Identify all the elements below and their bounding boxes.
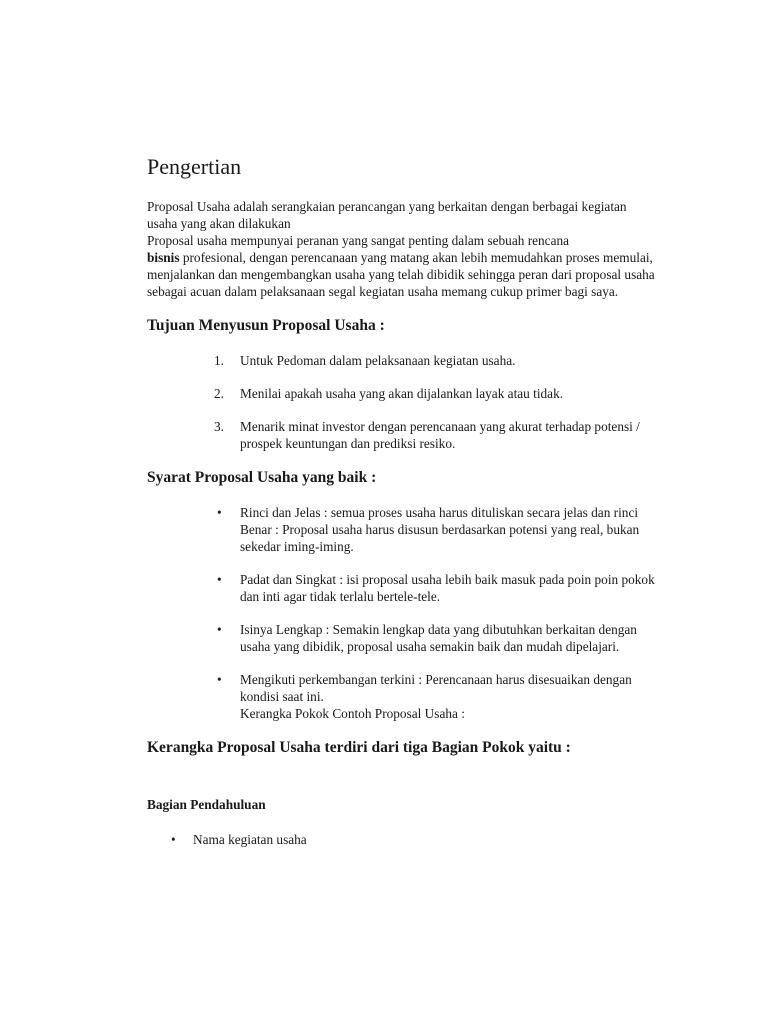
bullet-icon: •: [217, 505, 222, 520]
paragraph-role-pre: Proposal usaha mempunyai peranan yang sangat penting dalam sebuah rencana: [147, 233, 570, 248]
bullet-icon: •: [217, 672, 222, 687]
bullet-icon: •: [217, 572, 222, 587]
list-item: [147, 352, 657, 369]
paragraph-definition-text: Proposal Usaha adalah serangkaian perancangan yang berkaitan dengan berbagai kegiatan usaha yang akan dilakukan: [147, 199, 627, 231]
list-item-text: Isinya Lengkap : Semakin lengkap data yang dibutuhkan berkaitan dengan usaha yang dibidik, proposal usaha semakin baik dan mudah dipelajari.: [240, 622, 637, 654]
list-item: [147, 571, 657, 605]
heading-kerangka: Kerangka Proposal Usaha terdiri dari tiga Bagian Pokok yaitu :: [147, 739, 571, 756]
document-page: [147, 152, 657, 848]
list-item-text: Rinci dan Jelas : semua proses usaha harus dituliskan secara jelas dan rinci: [240, 505, 639, 520]
list-item: [147, 385, 657, 402]
list-item: [147, 621, 657, 655]
bullet-icon: •: [217, 622, 222, 637]
list-item-text: Mengikuti perkembangan terkini : Perencanaan harus disesuaikan dengan kondisi saat ini.: [240, 672, 632, 704]
list-item: [147, 671, 657, 722]
heading-tujuan: Tujuan Menyusun Proposal Usaha :: [147, 317, 385, 334]
subheading-pendahuluan: Bagian Pendahuluan: [147, 797, 266, 812]
tujuan-list: [147, 352, 657, 452]
list-marker: 1.: [214, 353, 224, 368]
heading-syarat: Syarat Proposal Usaha yang baik :: [147, 469, 377, 486]
paragraph-role-bold: bisnis: [147, 250, 180, 265]
list-item: [147, 418, 657, 452]
heading-pengertian: Pengertian: [147, 154, 242, 179]
list-item: [147, 831, 657, 848]
list-marker: 2.: [214, 386, 224, 401]
list-item: [147, 504, 657, 555]
list-item-text: Untuk Pedoman dalam pelaksanaan kegiatan usaha.: [240, 353, 516, 368]
list-item-text: Menarik minat investor dengan perencanaan yang akurat terhadap potensi / prospek keuntungan dan prediksi resiko.: [240, 419, 640, 451]
list-marker: 3.: [214, 419, 224, 434]
list-item-text: Nama kegiatan usaha: [193, 832, 307, 847]
list-item-text: Padat dan Singkat : isi proposal usaha lebih baik masuk pada poin poin pokok dan inti agar tidak terlalu bertele-tele.: [240, 572, 655, 604]
bullet-icon: •: [171, 832, 176, 847]
list-item-text-extra: Kerangka Pokok Contoh Proposal Usaha :: [240, 706, 465, 721]
paragraph-role-post: profesional, dengan perencanaan yang matang akan lebih memudahkan proses memulai, menjalankan dan mengembangkan usaha yang telah dibidik sehingga peran dari proposal usaha sebagai acuan dalam pelaksanaan segal kegiatan usaha memang cukup primer bagi saya.: [147, 250, 655, 299]
pendahuluan-list: [147, 831, 657, 848]
list-item-text-extra: Benar : Proposal usaha harus disusun berdasarkan potensi yang real, bukan sekedar iming-iming.: [240, 522, 640, 554]
paragraph-definition: [147, 198, 657, 300]
list-item-text: Menilai apakah usaha yang akan dijalankan layak atau tidak.: [240, 386, 564, 401]
syarat-list: [147, 504, 657, 722]
